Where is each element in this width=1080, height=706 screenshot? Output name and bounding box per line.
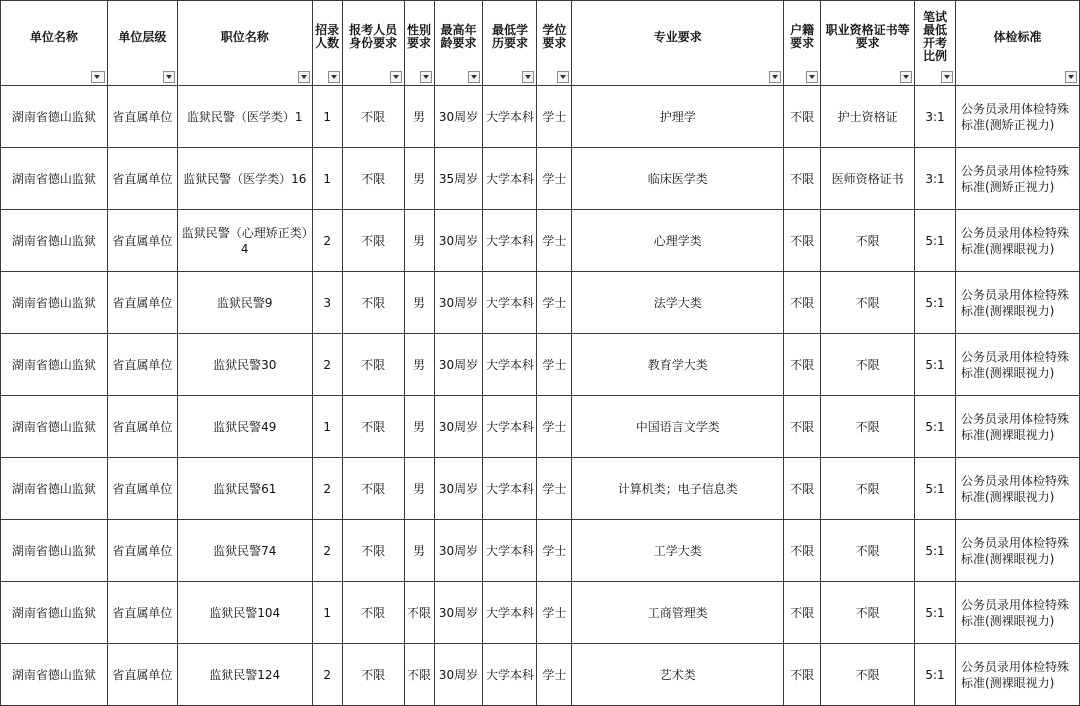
- cell-hukou[interactable]: 不限: [784, 272, 821, 334]
- cell-headcount[interactable]: 2: [312, 210, 342, 272]
- cell-physical-standard[interactable]: 公务员录用体检特殊标准(测裸眼视力): [956, 520, 1080, 582]
- cell-hukou[interactable]: 不限: [784, 520, 821, 582]
- cell-unit-level[interactable]: 省直属单位: [107, 458, 177, 520]
- cell-physical-standard[interactable]: 公务员录用体检特殊标准(测裸眼视力): [956, 210, 1080, 272]
- cell-max-age[interactable]: 30周岁: [434, 582, 483, 644]
- cell-headcount[interactable]: 3: [312, 272, 342, 334]
- cell-min-education[interactable]: 大学本科: [483, 210, 537, 272]
- cell-major[interactable]: 心理学类: [572, 210, 784, 272]
- cell-degree[interactable]: 学士: [537, 272, 572, 334]
- cell-gender[interactable]: 男: [404, 334, 434, 396]
- cell-major[interactable]: 工商管理类: [572, 582, 784, 644]
- header-position-name: 职位名称: [177, 1, 312, 86]
- cell-min-education[interactable]: 大学本科: [483, 458, 537, 520]
- cell-degree[interactable]: 学士: [537, 86, 572, 148]
- cell-physical-standard[interactable]: 公务员录用体检特殊标准(测裸眼视力): [956, 396, 1080, 458]
- cell-unit-name[interactable]: 湖南省德山监狱: [1, 86, 108, 148]
- cell-identity[interactable]: 不限: [342, 458, 404, 520]
- cell-major[interactable]: 法学大类: [572, 272, 784, 334]
- dropdown-arrow-icon[interactable]: [941, 71, 953, 83]
- cell-gender[interactable]: 不限: [404, 582, 434, 644]
- cell-certificate[interactable]: 不限: [821, 396, 915, 458]
- dropdown-arrow-icon[interactable]: [900, 71, 912, 83]
- cell-position-name[interactable]: 监狱民警104: [177, 582, 312, 644]
- cell-hukou[interactable]: 不限: [784, 644, 821, 706]
- cell-exam-ratio[interactable]: 5:1: [915, 272, 956, 334]
- cell-max-age[interactable]: 30周岁: [434, 458, 483, 520]
- cell-position-name[interactable]: 监狱民警30: [177, 334, 312, 396]
- table-row: [1, 396, 1080, 458]
- cell-identity[interactable]: 不限: [342, 272, 404, 334]
- cell-max-age[interactable]: 30周岁: [434, 334, 483, 396]
- header-row: [1, 1, 1080, 86]
- cell-gender[interactable]: 男: [404, 520, 434, 582]
- cell-position-name[interactable]: 监狱民警（心理矫正类）4: [177, 210, 312, 272]
- cell-unit-level[interactable]: 省直属单位: [107, 148, 177, 210]
- cell-gender[interactable]: 男: [404, 458, 434, 520]
- cell-certificate[interactable]: 不限: [821, 644, 915, 706]
- header-max-age: 最高年 龄要求: [434, 1, 483, 86]
- dropdown-arrow-icon[interactable]: [522, 71, 534, 83]
- cell-unit-level[interactable]: 省直属单位: [107, 334, 177, 396]
- dropdown-arrow-icon[interactable]: [328, 71, 340, 83]
- cell-position-name[interactable]: 监狱民警124: [177, 644, 312, 706]
- cell-position-name[interactable]: 监狱民警49: [177, 396, 312, 458]
- cell-headcount[interactable]: 2: [312, 458, 342, 520]
- cell-certificate[interactable]: 护士资格证: [821, 86, 915, 148]
- cell-max-age[interactable]: 30周岁: [434, 210, 483, 272]
- table-row: [1, 334, 1080, 396]
- header-major: 专业要求: [572, 1, 784, 86]
- cell-hukou[interactable]: 不限: [784, 86, 821, 148]
- cell-unit-level[interactable]: 省直属单位: [107, 582, 177, 644]
- table-row: [1, 272, 1080, 334]
- cell-gender[interactable]: 不限: [404, 644, 434, 706]
- cell-physical-standard[interactable]: 公务员录用体检特殊标准(测裸眼视力): [956, 644, 1080, 706]
- cell-hukou[interactable]: 不限: [784, 396, 821, 458]
- dropdown-arrow-icon[interactable]: [557, 71, 569, 83]
- cell-min-education[interactable]: 大学本科: [483, 520, 537, 582]
- cell-headcount[interactable]: 2: [312, 334, 342, 396]
- table-row: [1, 86, 1080, 148]
- cell-exam-ratio[interactable]: 5:1: [915, 458, 956, 520]
- cell-exam-ratio[interactable]: 3:1: [915, 148, 956, 210]
- header-headcount: 招录 人数: [312, 1, 342, 86]
- cell-min-education[interactable]: 大学本科: [483, 272, 537, 334]
- cell-max-age[interactable]: 35周岁: [434, 148, 483, 210]
- dropdown-arrow-icon[interactable]: [298, 71, 310, 83]
- cell-exam-ratio[interactable]: 5:1: [915, 210, 956, 272]
- cell-unit-level[interactable]: 省直属单位: [107, 396, 177, 458]
- cell-certificate[interactable]: 不限: [821, 334, 915, 396]
- cell-exam-ratio[interactable]: 3:1: [915, 86, 956, 148]
- cell-min-education[interactable]: 大学本科: [483, 582, 537, 644]
- cell-gender[interactable]: 男: [404, 148, 434, 210]
- cell-unit-level[interactable]: 省直属单位: [107, 644, 177, 706]
- cell-physical-standard[interactable]: 公务员录用体检特殊标准(测裸眼视力): [956, 458, 1080, 520]
- table-row: [1, 644, 1080, 706]
- cell-position-name[interactable]: 监狱民警（医学类）1: [177, 86, 312, 148]
- cell-min-education[interactable]: 大学本科: [483, 148, 537, 210]
- cell-certificate[interactable]: 不限: [821, 520, 915, 582]
- cell-certificate[interactable]: 不限: [821, 458, 915, 520]
- table-row: [1, 210, 1080, 272]
- cell-identity[interactable]: 不限: [342, 520, 404, 582]
- cell-position-name[interactable]: 监狱民警（医学类）16: [177, 148, 312, 210]
- cell-unit-name[interactable]: 湖南省德山监狱: [1, 644, 108, 706]
- cell-identity[interactable]: 不限: [342, 582, 404, 644]
- cell-major[interactable]: 教育学大类: [572, 334, 784, 396]
- cell-physical-standard[interactable]: 公务员录用体检特殊标准(测裸眼视力): [956, 582, 1080, 644]
- cell-headcount[interactable]: 1: [312, 582, 342, 644]
- cell-identity[interactable]: 不限: [342, 644, 404, 706]
- cell-min-education[interactable]: 大学本科: [483, 396, 537, 458]
- cell-unit-level[interactable]: 省直属单位: [107, 520, 177, 582]
- cell-position-name[interactable]: 监狱民警61: [177, 458, 312, 520]
- cell-hukou[interactable]: 不限: [784, 148, 821, 210]
- cell-gender[interactable]: 男: [404, 86, 434, 148]
- cell-headcount[interactable]: 2: [312, 644, 342, 706]
- cell-gender[interactable]: 男: [404, 272, 434, 334]
- cell-major[interactable]: 临床医学类: [572, 148, 784, 210]
- cell-physical-standard[interactable]: 公务员录用体检特殊标准(测矫正视力): [956, 86, 1080, 148]
- cell-gender[interactable]: 男: [404, 396, 434, 458]
- cell-unit-name[interactable]: 湖南省德山监狱: [1, 582, 108, 644]
- header-min-education: 最低学 历要求: [483, 1, 537, 86]
- cell-certificate[interactable]: 医师资格证书: [821, 148, 915, 210]
- cell-unit-name[interactable]: 湖南省德山监狱: [1, 458, 108, 520]
- cell-degree[interactable]: 学士: [537, 148, 572, 210]
- cell-unit-name[interactable]: 湖南省德山监狱: [1, 210, 108, 272]
- header-gender: 性别 要求: [404, 1, 434, 86]
- cell-physical-standard[interactable]: 公务员录用体检特殊标准(测矫正视力): [956, 148, 1080, 210]
- cell-degree[interactable]: 学士: [537, 458, 572, 520]
- cell-degree[interactable]: 学士: [537, 582, 572, 644]
- header-exam-ratio: 笔试 最低 开考 比例: [915, 1, 956, 86]
- header-hukou: 户籍 要求: [784, 1, 821, 86]
- header-physical-standard: 体检标准: [956, 1, 1080, 86]
- cell-identity[interactable]: 不限: [342, 148, 404, 210]
- cell-min-education[interactable]: 大学本科: [483, 334, 537, 396]
- cell-degree[interactable]: 学士: [537, 210, 572, 272]
- cell-major[interactable]: 护理学: [572, 86, 784, 148]
- cell-unit-level[interactable]: 省直属单位: [107, 86, 177, 148]
- cell-hukou[interactable]: 不限: [784, 334, 821, 396]
- cell-unit-name[interactable]: 湖南省德山监狱: [1, 272, 108, 334]
- cell-max-age[interactable]: 30周岁: [434, 396, 483, 458]
- dropdown-arrow-icon[interactable]: [806, 71, 818, 83]
- dropdown-arrow-icon[interactable]: [769, 71, 781, 83]
- header-unit-level: 单位层级: [107, 1, 177, 86]
- cell-degree[interactable]: 学士: [537, 334, 572, 396]
- cell-physical-standard[interactable]: 公务员录用体检特殊标准(测裸眼视力): [956, 334, 1080, 396]
- cell-unit-name[interactable]: 湖南省德山监狱: [1, 520, 108, 582]
- cell-hukou[interactable]: 不限: [784, 582, 821, 644]
- table-row: [1, 582, 1080, 644]
- cell-identity[interactable]: 不限: [342, 396, 404, 458]
- cell-max-age[interactable]: 30周岁: [434, 644, 483, 706]
- cell-exam-ratio[interactable]: 5:1: [915, 396, 956, 458]
- cell-exam-ratio[interactable]: 5:1: [915, 582, 956, 644]
- dropdown-arrow-icon[interactable]: [468, 71, 480, 83]
- cell-headcount[interactable]: 1: [312, 86, 342, 148]
- table-body: [1, 86, 1080, 706]
- table-row: [1, 458, 1080, 520]
- cell-unit-name[interactable]: 湖南省德山监狱: [1, 148, 108, 210]
- cell-min-education[interactable]: 大学本科: [483, 86, 537, 148]
- cell-max-age[interactable]: 30周岁: [434, 86, 483, 148]
- cell-hukou[interactable]: 不限: [784, 210, 821, 272]
- cell-identity[interactable]: 不限: [342, 334, 404, 396]
- filter-active-icon[interactable]: [91, 71, 105, 83]
- cell-hukou[interactable]: 不限: [784, 458, 821, 520]
- cell-certificate[interactable]: 不限: [821, 210, 915, 272]
- dropdown-arrow-icon[interactable]: [420, 71, 432, 83]
- cell-degree[interactable]: 学士: [537, 396, 572, 458]
- cell-unit-level[interactable]: 省直属单位: [107, 272, 177, 334]
- cell-headcount[interactable]: 1: [312, 148, 342, 210]
- dropdown-arrow-icon[interactable]: [390, 71, 402, 83]
- cell-certificate[interactable]: 不限: [821, 272, 915, 334]
- cell-exam-ratio[interactable]: 5:1: [915, 644, 956, 706]
- cell-major[interactable]: 中国语言文学类: [572, 396, 784, 458]
- header-degree: 学位 要求: [537, 1, 572, 86]
- cell-certificate[interactable]: 不限: [821, 582, 915, 644]
- cell-headcount[interactable]: 2: [312, 520, 342, 582]
- cell-unit-level[interactable]: 省直属单位: [107, 210, 177, 272]
- cell-gender[interactable]: 男: [404, 210, 434, 272]
- cell-max-age[interactable]: 30周岁: [434, 272, 483, 334]
- header-unit-name: 单位名称: [1, 1, 108, 86]
- header-certificate: 职业资格证书等 要求: [821, 1, 915, 86]
- cell-exam-ratio[interactable]: 5:1: [915, 334, 956, 396]
- cell-position-name[interactable]: 监狱民警9: [177, 272, 312, 334]
- cell-headcount[interactable]: 1: [312, 396, 342, 458]
- cell-unit-name[interactable]: 湖南省德山监狱: [1, 334, 108, 396]
- cell-major[interactable]: 工学大类: [572, 520, 784, 582]
- cell-identity[interactable]: 不限: [342, 86, 404, 148]
- cell-min-education[interactable]: 大学本科: [483, 644, 537, 706]
- header-identity: 报考人员 身份要求: [342, 1, 404, 86]
- cell-major[interactable]: 计算机类；电子信息类: [572, 458, 784, 520]
- cell-position-name[interactable]: 监狱民警74: [177, 520, 312, 582]
- cell-physical-standard[interactable]: 公务员录用体检特殊标准(测裸眼视力): [956, 272, 1080, 334]
- cell-major[interactable]: 艺术类: [572, 644, 784, 706]
- cell-unit-name[interactable]: 湖南省德山监狱: [1, 396, 108, 458]
- table-row: [1, 520, 1080, 582]
- table-row: [1, 148, 1080, 210]
- cell-identity[interactable]: 不限: [342, 210, 404, 272]
- cell-exam-ratio[interactable]: 5:1: [915, 520, 956, 582]
- cell-degree[interactable]: 学士: [537, 644, 572, 706]
- dropdown-arrow-icon[interactable]: [163, 71, 175, 83]
- dropdown-arrow-icon[interactable]: [1065, 71, 1077, 83]
- cell-max-age[interactable]: 30周岁: [434, 520, 483, 582]
- cell-degree[interactable]: 学士: [537, 520, 572, 582]
